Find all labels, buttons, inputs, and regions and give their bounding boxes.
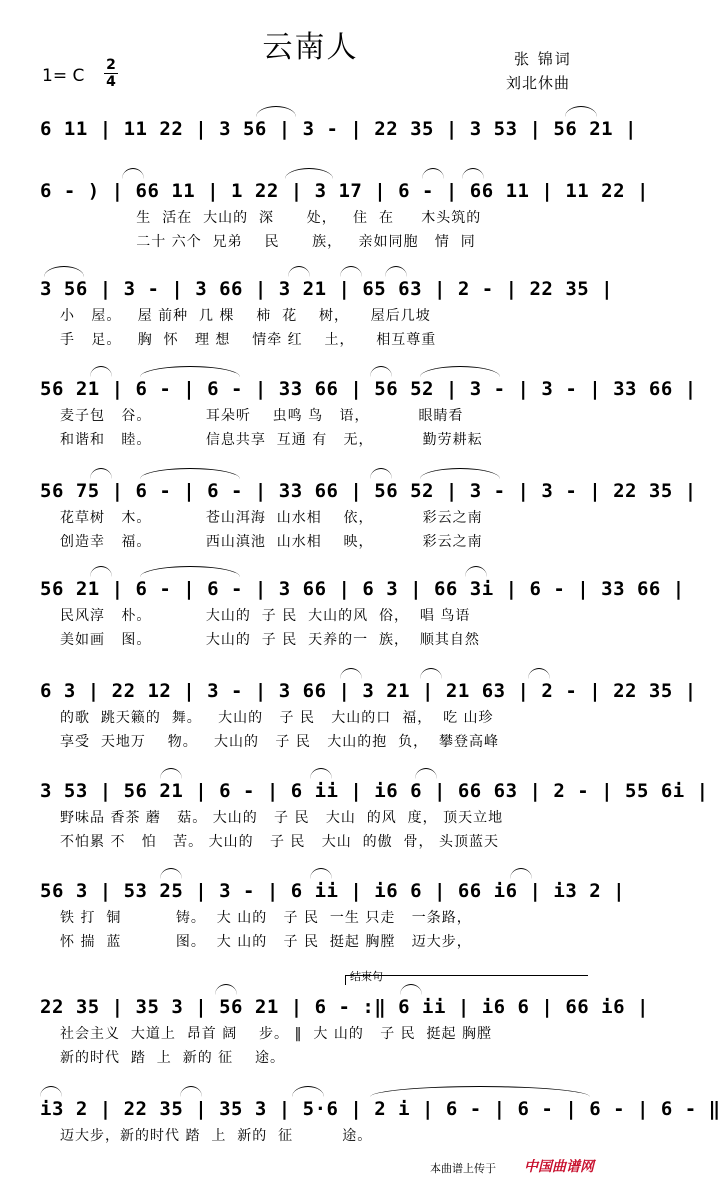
notation-line: 56 21 | 6 - | 6 - | 33 66 | 56 52 | 3 - | 3 - | 33 66 |: [40, 378, 697, 400]
meter-bottom: 4: [106, 74, 116, 90]
notation-line: 22 35 | 35 3 | 56 21 | 6 - :‖ 6 ii | i6 6 | 66 i6 |: [40, 996, 649, 1018]
slur: [288, 266, 310, 277]
lyric-verse-2: 二十 六个 兄弟 民 族， 亲如同胞 情 同: [60, 234, 476, 250]
lyric-verse-1: 社会主义 大道上 昂首 阔 步。 ‖ 大 山的 子 民 挺起 胸膛: [60, 1026, 493, 1042]
upload-note: 本曲谱上传于: [430, 1162, 496, 1175]
slur: [90, 468, 112, 479]
lyric-verse-1: 小 屋。 屋 前种 几 棵 柿 花 树， 屋后几坡: [60, 308, 431, 324]
end-phrase-bracket: [345, 975, 588, 976]
slur: [565, 106, 597, 117]
lyric-verse-2: 美如画 图。 大山的 子 民 天养的一 族， 顺其自然: [60, 632, 480, 648]
notation-line: 56 3 | 53 25 | 3 - | 6 ii | i6 6 | 66 i6 | i3 2 |: [40, 880, 626, 902]
slur: [422, 168, 444, 179]
slur: [140, 366, 240, 377]
slur: [510, 868, 532, 879]
notation-line: 56 21 | 6 - | 6 - | 3 66 | 6 3 | 66 3i | 6 - | 33 66 |: [40, 578, 685, 600]
slur: [90, 366, 112, 377]
song-title: 云南人: [262, 30, 359, 65]
slur: [122, 168, 144, 179]
slur: [160, 768, 182, 779]
lyric-verse-2: 不怕累 不 怕 苦。 大山的 子 民 大山 的傲 骨， 头顶蓝天: [60, 834, 500, 850]
lyric-verse-1: 铁 打 铜 铸。 大 山的 子 民 一生 只走 一条路，: [60, 910, 472, 926]
lyric-verse-2: 新的时代 踏 上 新的 征 途。: [60, 1050, 285, 1066]
notation-line: 3 53 | 56 21 | 6 - | 6 ii | i6 6 | 66 63 | 2 - | 55 6i |: [40, 780, 709, 802]
lyric-verse-1: 麦子包 谷。 耳朵听 虫鸣 鸟 语， 眼睛看: [60, 408, 464, 424]
lyric-verse-2: 和谐和 睦。 信息共享 互通 有 无， 勤劳耕耘: [60, 432, 483, 448]
slur: [180, 1086, 202, 1097]
end-phrase-bracket-tick: [345, 975, 346, 985]
lyric-verse-1: 生 活在 大山的 深 处， 住 在 木头筑的: [60, 210, 482, 226]
lyric-verse-2: 怀 揣 蓝 图。 大 山的 子 民 挺起 胸膛 迈大步，: [60, 934, 472, 950]
lyricist-credit: 张 锦词: [514, 50, 572, 68]
notation-line: 6 - ) | 66 11 | 1 22 | 3 17 | 6 - | 66 11 | 11 22 |: [40, 180, 649, 202]
slur: [140, 468, 240, 479]
slur: [310, 768, 332, 779]
lyric-verse-2: 手 足。 胸 怀 理 想 情牵 红 土， 相互尊重: [60, 332, 437, 348]
lyric-verse-2: 创造幸 福。 西山滇池 山水相 映， 彩云之南: [60, 534, 483, 550]
lyric-verse-1: 迈大步，新的时代 踏 上 新的 征 途。: [60, 1128, 373, 1144]
lyric-verse-1: 民风淳 朴。 大山的 子 民 大山的风 俗， 唱 鸟语: [60, 608, 471, 624]
notation-line: i3 2 | 22 35 | 35 3 | 5·6 | 2 i | 6 - | 6 - | 6 - | 6 - ‖: [40, 1098, 721, 1120]
meter-top: 2: [106, 57, 116, 73]
slur: [400, 984, 422, 995]
slur: [40, 1086, 62, 1097]
slur: [44, 266, 84, 277]
slur: [340, 668, 362, 679]
slur: [420, 366, 500, 377]
key-signature: 1= C: [42, 66, 85, 86]
slur: [292, 1086, 324, 1097]
slur: [256, 106, 296, 117]
notation-line: 3 56 | 3 - | 3 66 | 3 21 | 65 63 | 2 - | 22 35 |: [40, 278, 614, 300]
slur: [420, 668, 442, 679]
notation-line: 6 11 | 11 22 | 3 56 | 3 - | 22 35 | 3 53 | 56 21 |: [40, 118, 637, 140]
slur: [370, 1086, 590, 1097]
lyric-verse-2: 享受 天地万 物。 大山的 子 民 大山的抱 负， 攀登高峰: [60, 734, 500, 750]
lyric-verse-1: 花草树 木。 苍山洱海 山水相 依， 彩云之南: [60, 510, 483, 526]
site-logo: 中国曲谱网: [524, 1159, 594, 1175]
notation-line: 6 3 | 22 12 | 3 - | 3 66 | 3 21 | 21 63 | 2 - | 22 35 |: [40, 680, 697, 702]
lyric-verse-1: 野味品 香茶 蘑 菇。 大山的 子 民 大山 的风 度， 顶天立地: [60, 810, 504, 826]
slur: [140, 566, 240, 577]
notation-line: 56 75 | 6 - | 6 - | 33 66 | 56 52 | 3 - | 3 - | 22 35 |: [40, 480, 697, 502]
slur: [310, 868, 332, 879]
slur: [160, 868, 182, 879]
composer-credit: 刘北休曲: [506, 74, 571, 92]
slur: [385, 266, 407, 277]
slur: [462, 168, 484, 179]
slur: [370, 468, 392, 479]
slur: [370, 366, 392, 377]
slur: [465, 566, 487, 577]
slur: [215, 984, 237, 995]
slur: [420, 468, 500, 479]
slur: [415, 768, 437, 779]
slur: [285, 168, 333, 179]
end-phrase-label: 结束句: [350, 970, 383, 983]
lyric-verse-1: 的歌 跳天籁的 舞。 大山的 子 民 大山的口 福， 吃 山珍: [60, 710, 494, 726]
slur: [528, 668, 550, 679]
slur: [90, 566, 112, 577]
slur: [340, 266, 362, 277]
time-signature: [104, 58, 118, 89]
